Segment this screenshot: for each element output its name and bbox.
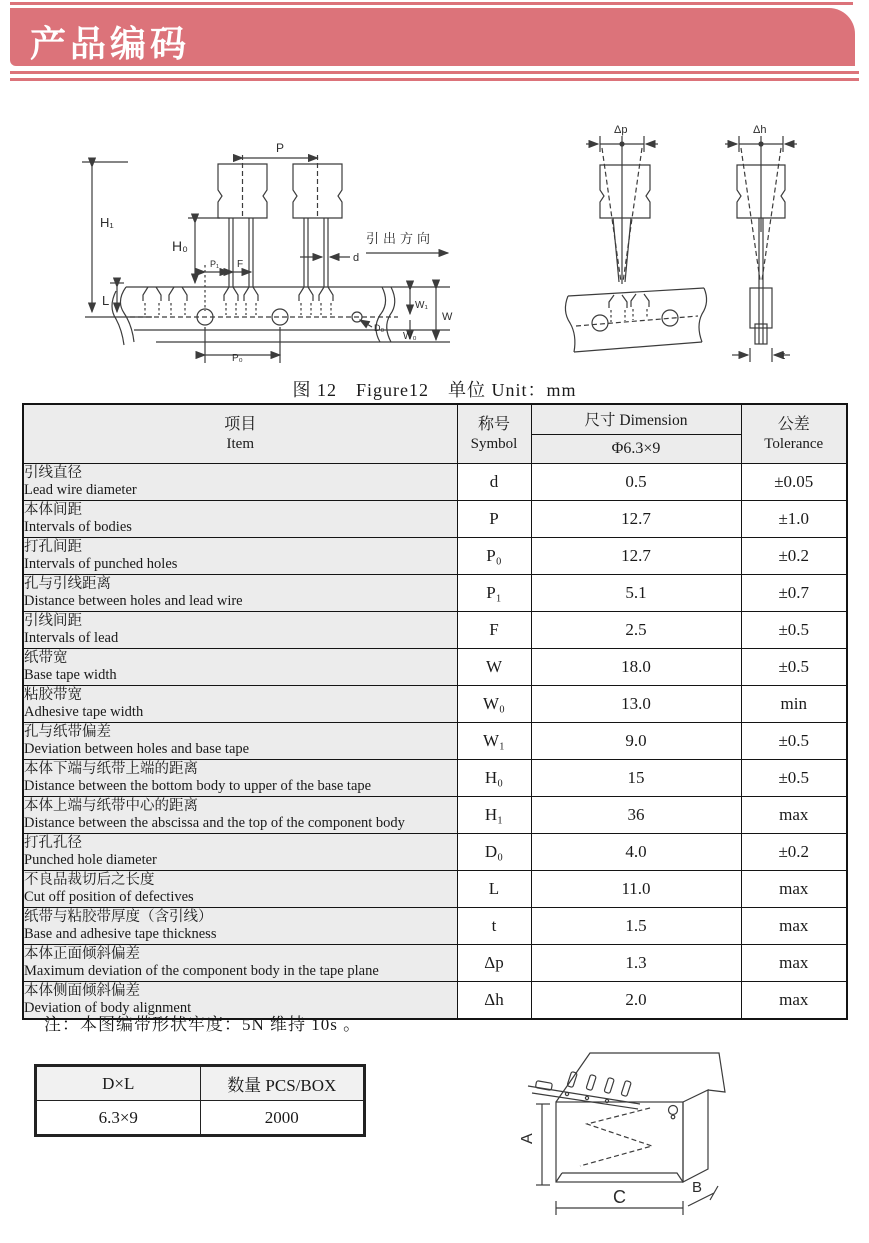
quantity-header-pcs: 数量 PCS/BOX [200,1066,365,1101]
label-a: A [519,1133,536,1144]
tolerance-cell: ±0.7 [741,575,847,612]
item-en: Base tape width [24,667,117,683]
item-cell [23,649,457,686]
item-en: Distance between the bottom body to upper of the base tape [24,778,372,794]
dim-w-group [403,289,453,342]
item-cn: 本体侧面倾斜偏差 [24,982,140,999]
quantity-header-row [36,1066,365,1101]
item-cn: 孔与引线距离 [24,575,111,592]
item-cell [23,871,457,908]
label-w0: W₀ [403,331,417,342]
quantity-count-value: 2000 [200,1101,365,1136]
side-capacitor [737,136,785,344]
symbol-cell: P₁ [457,575,531,612]
dim-p [243,141,318,158]
spec-table-header-row [23,404,847,464]
label-dp: Δp [614,124,628,136]
symbol-cell: F [457,612,531,649]
item-en: Intervals of bodies [24,519,132,535]
dimension-cell: 12.7 [531,538,741,575]
item-cell [23,501,457,538]
capacitor-bodies [218,155,342,218]
tape-dimension-diagram [60,115,460,373]
item-cell [23,723,457,760]
item-en: Cut off position of defectives [24,889,194,905]
item-en: Punched hole diameter [24,852,157,868]
table-row [23,501,847,538]
banner-underline-1 [10,71,859,74]
item-cell [23,834,457,871]
dim-a [519,1104,550,1185]
header-item [23,404,457,464]
item-cn: 本体上端与纸带中心的距离 [24,797,198,814]
table-note: 注：本图编带形状牢度：5N 维持 10s 。 [44,1015,362,1034]
tolerance-cell: ±0.5 [741,723,847,760]
header-tolerance-cn: 公差 [777,416,810,433]
label-h1: H₁ [100,215,114,230]
tolerance-cell: max [741,871,847,908]
label-direction: 引出方向 [366,231,435,246]
dim-p0 [205,327,280,364]
dim-c [556,1187,683,1215]
label-p: P [276,141,285,155]
dim-b [688,1179,718,1206]
dimension-cell: 36 [531,797,741,834]
label-c: C [613,1187,626,1207]
tolerance-cell: max [741,908,847,945]
dimension-cell: 4.0 [531,834,741,871]
dimension-cell: 1.5 [531,908,741,945]
table-row [23,834,847,871]
tolerance-cell: ±0.5 [741,612,847,649]
item-cn: 打孔间距 [24,538,82,555]
item-en: Intervals of punched holes [24,556,178,572]
label-p0: P₀ [232,353,243,364]
dimension-cell: 2.5 [531,612,741,649]
tolerance-cell: ±0.05 [741,464,847,501]
item-en: Adhesive tape width [24,704,144,720]
table-row [23,908,847,945]
figure-caption: 图 12 Figure12 单位 Unit：mm [292,380,577,400]
symbol-cell: d [457,464,531,501]
item-cn: 不良品裁切后之长度 [24,871,155,888]
tolerance-cell: max [741,945,847,982]
symbol-cell: D₀ [457,834,531,871]
label-w1: W₁ [415,300,428,311]
item-cn: 本体正面倾斜偏差 [24,945,140,962]
tolerance-cell: ±0.5 [741,760,847,797]
item-en: Deviation of body alignment [24,1000,192,1016]
table-row [23,760,847,797]
table-row [23,871,847,908]
table-row [23,538,847,575]
item-cn: 引线直径 [24,464,82,481]
symbol-cell: Δp [457,945,531,982]
tolerance-cell: max [741,797,847,834]
dimension-cell: 9.0 [531,723,741,760]
section-banner [10,8,855,66]
item-cn: 引线间距 [24,612,82,629]
front-tilt-diagram [552,112,727,374]
item-cell [23,797,457,834]
dimension-cell: 0.5 [531,464,741,501]
item-cell [23,464,457,501]
tape-strip [528,1071,640,1109]
dimension-cell: 5.1 [531,575,741,612]
symbol-cell: H₀ [457,760,531,797]
table-row [23,649,847,686]
dim-d [300,252,359,264]
tolerance-cell: ±0.5 [741,649,847,686]
dimension-cell: 13.0 [531,686,741,723]
symbol-cell: L [457,871,531,908]
item-en: Lead wire diameter [24,482,137,498]
label-p1: P₁ [210,259,220,269]
table-row [23,797,847,834]
item-cell [23,686,457,723]
label-w: W [442,311,453,323]
header-item-cn: 项目 [224,416,257,433]
item-cell [23,908,457,945]
banner-underline-2 [10,78,859,81]
item-en: Distance between the abscissa and the top of the component body [24,815,405,831]
dim-d0 [360,320,384,333]
symbol-cell: P [457,501,531,538]
symbol-cell: W [457,649,531,686]
spec-table-body [23,464,847,1020]
dimension-cell: 12.7 [531,501,741,538]
label-h0: H₀ [172,238,188,254]
item-cn: 本体下端与纸带上端的距离 [24,760,198,777]
quantity-size-value: 6.3×9 [36,1101,201,1136]
page-title: 产品编码 [30,23,191,64]
header-symbol [457,404,531,464]
header-symbol-cn: 称号 [477,416,510,433]
dim-h0 [172,218,220,283]
pullout-direction [366,231,448,253]
tolerance-cell: ±1.0 [741,501,847,538]
header-tolerance-en: Tolerance [764,436,824,452]
item-en: Base and adhesive tape thickness [24,926,217,942]
top-accent-line [10,2,853,5]
spec-table [22,403,848,1020]
packing-box-diagram [492,1042,777,1237]
item-en: Intervals of lead [24,630,119,646]
quantity-data-row [36,1101,365,1136]
table-row [23,575,847,612]
item-en: Deviation between holes and base tape [24,741,250,757]
zigzag-path [580,1108,652,1166]
tolerance-cell: max [741,982,847,1020]
label-dh: Δh [753,124,767,136]
header-symbol-en: Symbol [470,436,518,452]
dimension-cell: 2.0 [531,982,741,1020]
item-en: Distance between holes and lead wire [24,593,243,609]
reel-hole-symbol [669,1106,678,1119]
item-cell [23,538,457,575]
side-tilt-diagram [722,112,822,374]
item-cn: 纸带与粘胶带厚度（含引线） [24,908,213,925]
label-d0: D₀ [374,323,385,333]
header-tolerance [741,404,847,464]
tolerance-cell: min [741,686,847,723]
table-row [23,723,847,760]
tolerance-cell: ±0.2 [741,834,847,871]
table-row [23,945,847,982]
symbol-cell: t [457,908,531,945]
symbol-cell: W₀ [457,686,531,723]
table-row [23,464,847,501]
item-cell [23,760,457,797]
table-row [23,612,847,649]
dim-p1-f [205,259,251,311]
tape-body [112,287,450,345]
header-dimension-size: Φ6.3×9 [611,439,661,457]
item-cn: 孔与纸带偏差 [24,723,111,740]
dimension-cell: 11.0 [531,871,741,908]
label-b: B [692,1179,703,1196]
symbol-cell: Δh [457,982,531,1020]
dimension-cell: 15 [531,760,741,797]
table-row [23,686,847,723]
symbol-cell: P₀ [457,538,531,575]
header-dimension [531,404,741,464]
quantity-table [34,1064,366,1137]
symbol-cell: H₁ [457,797,531,834]
label-l: L [102,293,110,308]
label-f: F [237,259,244,270]
label-t: t [782,350,786,362]
label-d: d [353,252,360,264]
dimension-cell: 18.0 [531,649,741,686]
item-cn: 粘胶带宽 [24,686,82,703]
side-tape [732,288,790,362]
header-dimension-title: 尺寸 Dimension [532,405,741,435]
header-item-en: Item [226,436,254,452]
item-en: Maximum deviation of the component body in the tape plane [24,963,379,979]
item-cn: 本体间距 [24,501,82,518]
item-cn: 纸带宽 [24,649,68,666]
dimension-cell: 1.3 [531,945,741,982]
quantity-header-dxl: D×L [36,1066,201,1101]
item-cell [23,575,457,612]
item-cell [23,945,457,982]
front-capacitor [600,136,650,284]
front-tape [565,288,706,352]
tolerance-cell: ±0.2 [741,538,847,575]
item-cell [23,612,457,649]
item-cn: 打孔孔径 [24,834,82,851]
box-outline [556,1053,725,1182]
symbol-cell: W₁ [457,723,531,760]
